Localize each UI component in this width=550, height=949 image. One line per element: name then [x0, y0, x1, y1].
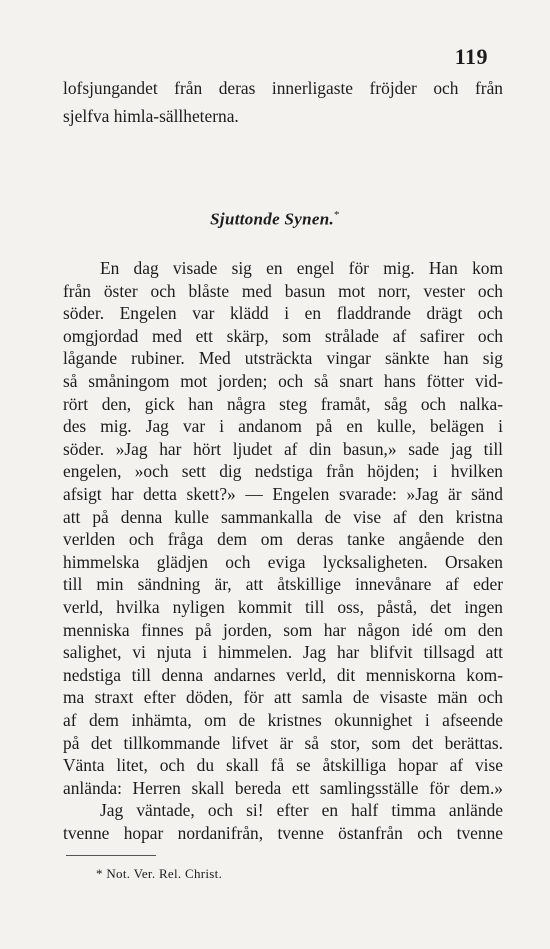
text-line: des mig. Jag var i andanom på en kulle, belägen i: [63, 416, 503, 437]
text-line: nedstiga till denna andarnes verld, dit menniskorna kom-: [63, 664, 503, 685]
text-line: så småningom mot jorden; och så snart hans fötter vid-: [63, 371, 503, 391]
text-line: tvenne hopar nordanifrån, tvenne östanfrån och tvenne: [63, 823, 503, 843]
text-line: anlända: Herren skall bereda ett samlingsställe för dem.»: [63, 777, 503, 798]
text-line: verlden och fråga dem om deras tanke angående den: [63, 529, 503, 550]
footnote-rule: [66, 855, 156, 856]
footnote: * Not. Ver. Rel. Christ.: [96, 866, 223, 881]
text-line: till min sändning är, att åtskillige innevånare af eder: [63, 574, 503, 595]
text-line: himmelska glädjen och eviga lycksaligheten. Orsaken: [63, 551, 503, 572]
text-line: rört den, gick han några steg framåt, såg och nalka-: [63, 393, 503, 414]
text-line: Vänta litet, och du skall få se åtskilliga hopar af vise: [63, 755, 503, 776]
text-line: engelen, »och sett dig nedstiga från höjden; i hvilken: [63, 461, 503, 482]
page-number: 119: [454, 44, 488, 69]
text-line: ma straxt efter döden, för att samla de visaste män och: [63, 687, 503, 708]
footnote-marker: *: [334, 209, 340, 221]
chapter-heading: [0, 209, 550, 230]
text-line: söder. Engelen var klädd i en fladdrande drägt och: [63, 303, 503, 324]
text-line: verld, hvilka nyligen kommit till oss, påstå, det ingen: [63, 597, 503, 617]
text-line: söder. »Jag har hört ljudet af din basun,» sade jag till: [63, 438, 503, 459]
text-line: lofsjungandet från deras innerligaste fröjder och från: [63, 78, 503, 98]
text-line: på det tillkommande lifvet är så stor, som det berättas.: [63, 732, 503, 753]
text-line: menniska finnes på jorden, som har någon idé om den: [63, 619, 503, 640]
text-line: att på denna kulle sammankalla de vise af den kristna: [63, 506, 503, 527]
text-line: En dag visade sig en engel för mig. Han kom: [100, 258, 503, 278]
text-line: af dem inhämta, om de kristnes okunnighet i afseende: [63, 710, 503, 730]
text-line: sjelfva himla-sällheterna.: [63, 105, 239, 126]
text-line: salighet, vi njuta i himmelen. Jag har blifvit tillsagd att: [63, 642, 503, 663]
text-line: afsigt har detta skett?» — Engelen svarade: »Jag är sänd: [63, 484, 503, 504]
text-line: från öster och blåste med basun mot norr, vester och: [63, 280, 503, 301]
text-line: omgjordad med ett skärp, som strålade af safirer och: [63, 325, 503, 346]
text-line: Jag väntade, och si! efter en half timma anlände: [100, 800, 503, 821]
chapter-heading-text: Sjuttonde Synen.: [210, 209, 335, 229]
text-line: lågande rubiner. Med utsträckta vingar sänkte han sig: [63, 348, 503, 369]
